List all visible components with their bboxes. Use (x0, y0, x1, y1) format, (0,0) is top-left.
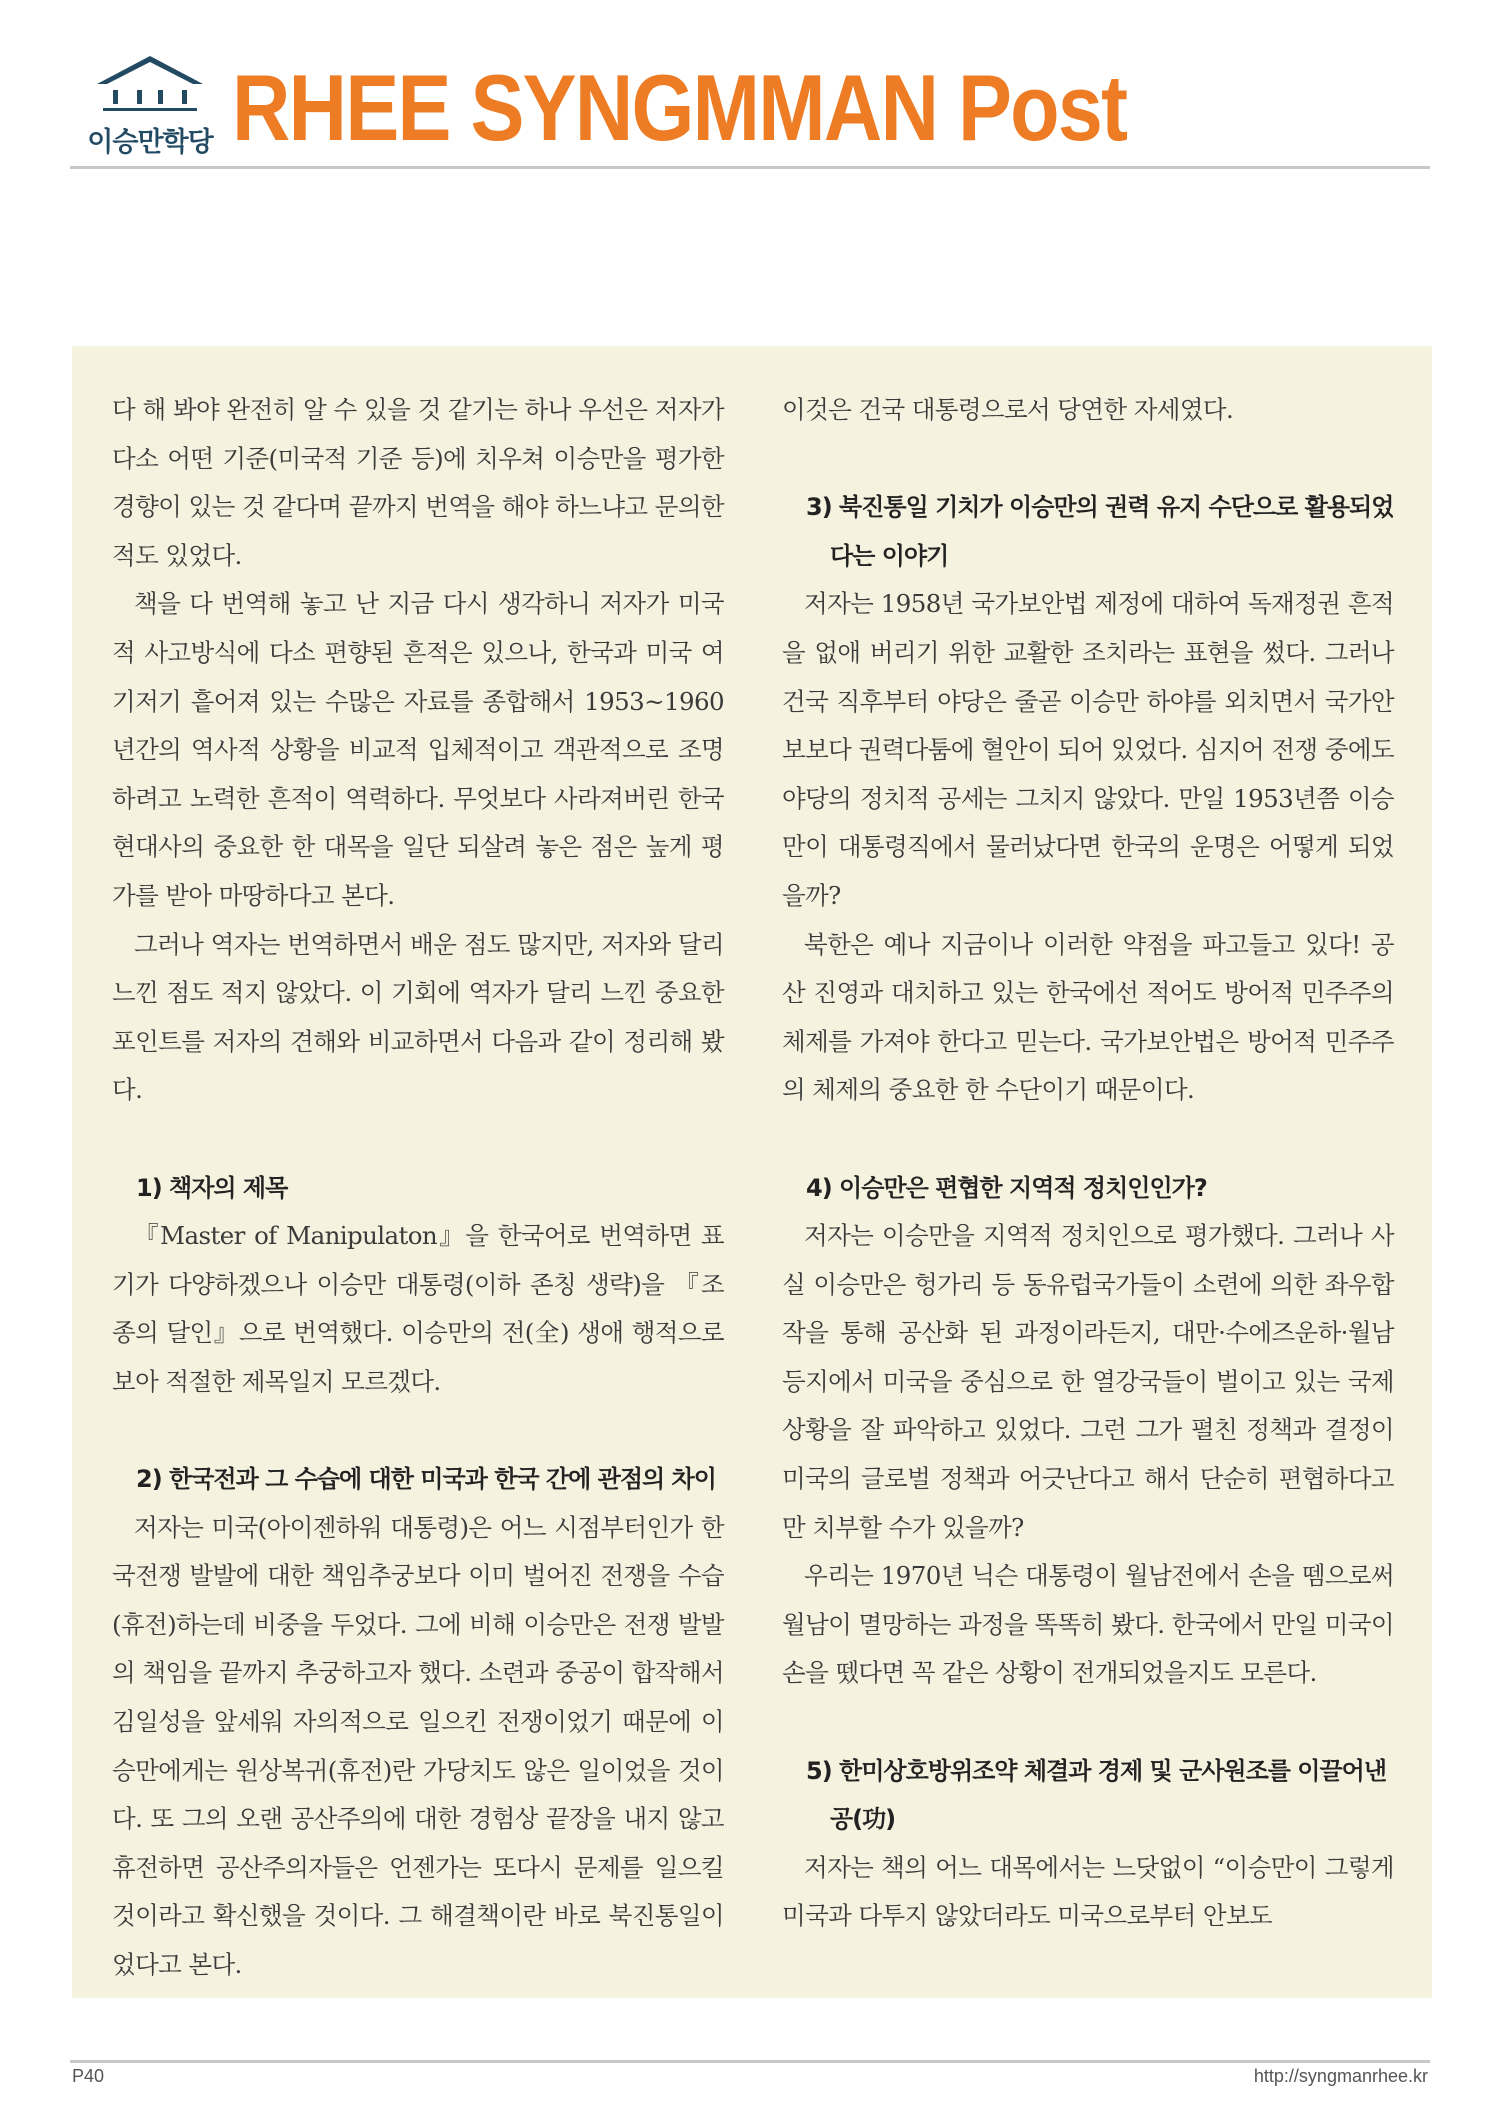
page-header (70, 50, 1430, 170)
logo (70, 50, 230, 160)
paragraph-gap (112, 1115, 724, 1164)
section-heading-text: 1) 책자의 제목 (136, 1173, 288, 1202)
section-heading (782, 483, 1394, 580)
section-heading-continuation: 공(功) (830, 1805, 896, 1834)
paragraph: 저자는 1958년 국가보안법 제정에 대하여 독재정권 흔적을 없애 버리기 위한 교활한 조치라는 표현을 썼다. 그러나 건국 직후부터 야당은 줄곧 이승만 하야를 외치면서 국가안보보다 권력다툼에 혈안이 되어 있었다. 심지어 전쟁 중에도 야당의 정치적 공세는 그치지 않았다. 만일 1953년쯤 이승만이 대통령직에서 물러났다면 한국의 운명은 어떻게 되었을까? (782, 589, 1394, 910)
paragraph: 『Master of Manipulaton』을 한국어로 번역하면 표기가 다양하겠으나 이승만 대통령(이하 존칭 생략)을 『조종의 달인』으로 번역했다. 이승만의 전(全) 생애 행적으로 보아 적절한 제목일지 모르겠다. (112, 1221, 724, 1396)
section-heading (112, 1164, 724, 1213)
paragraph: 저자는 책의 어느 대목에서는 느닷없이 “이승만이 그렇게 미국과 다투지 않았더라도 미국으로부터 안보도 (782, 1852, 1394, 1931)
left-column (112, 386, 724, 1990)
paragraph: 다 해 봐야 완전히 알 수 있을 것 같기는 하나 우선은 저자가 다소 어떤 기준(미국적 기준 등)에 치우쳐 이승만을 평가한 경향이 있는 것 같다며 끝까지 번역을 해야 하느냐고 문의한 적도 있었다. (112, 395, 724, 570)
page-number: P40 (72, 2066, 105, 2086)
paragraph: 저자는 미국(아이젠하워 대통령)은 어느 시점부터인가 한국전쟁 발발에 대한 책임추궁보다 이미 벌어진 전쟁을 수습(휴전)하는데 비중을 두었다. 그에 비해 이승만은 전쟁 발발의 책임을 끝까지 추궁하고자 했다. 소련과 중공이 합작해서 김일성을 앞세워 자의적으로 일으킨 전쟁이었기 때문에 이승만에게는 원상복귀(휴전)란 가당치도 않은 일이었을 것이다. 또 그의 오랜 공산주의에 대한 경험상 끝장을 내지 않고 휴전하면 공산주의자들은 언젠가는 또다시 문제를 일으킬 것이라고 확신했을 것이다. 그 해결책이란 바로 북진통일이었다고 본다. (112, 1512, 724, 1979)
paragraph-gap (782, 435, 1394, 484)
house-logo-icon (85, 50, 215, 120)
header-divider (70, 166, 1430, 169)
section-heading-text: 4) 이승만은 편협한 지역적 정치인인가? (806, 1173, 1207, 1202)
article-box (72, 346, 1432, 1998)
paragraph: 북한은 예나 지금이나 이러한 약점을 파고들고 있다! 공산 진영과 대치하고 있는 한국에선 적어도 방어적 민주주의 체제를 가져야 한다고 믿는다. 국가보안법은 방어적 민주주의 체제의 중요한 한 수단이기 때문이다. (782, 929, 1394, 1105)
paragraph: 책을 다 번역해 놓고 난 지금 다시 생각하니 저자가 미국적 사고방식에 다소 편향된 흔적은 있으나, 한국과 미국 여기저기 흩어져 있는 수많은 자료를 종합해서 1953~1960년간의 역사적 상황을 비교적 입체적이고 객관적으로 조명하려고 노력한 흔적이 역력하다. 무엇보다 사라져버린 한국 현대사의 중요한 한 대목을 일단 되살려 놓은 점은 높게 평가를 받아 마땅하다고 본다. (112, 589, 724, 910)
section-heading-text: 5) 한미상호방위조약 체결과 경제 및 군사원조를 이끌어낸 (806, 1756, 1387, 1785)
section-heading-text: 2) 한국전과 그 수습에 대한 미국과 한국 간에 관점의 차이 (136, 1465, 716, 1494)
right-column (782, 386, 1394, 1941)
paragraph: 저자는 이승만을 지역적 정치인으로 평가했다. 그러나 사실 이승만은 헝가리 등 동유럽국가들이 소련에 의한 좌우합작을 통해 공산화 된 과정이라든지, 대만·수에즈운하·월남 등지에서 미국을 중심으로 한 열강국들이 벌이고 있는 국제상황을 잘 파악하고 있었다. 그런 그가 펼친 정책과 결정이 미국의 글로벌 정책과 어긋난다고 해서 단순히 편협하다고만 치부할 수가 있을까? (782, 1221, 1394, 1542)
footer-divider (70, 2060, 1430, 2063)
paragraph-gap (782, 1115, 1394, 1164)
paragraph: 그러나 역자는 번역하면서 배운 점도 많지만, 저자와 달리 느낀 점도 적지 않았다. 이 기회에 역자가 달리 느낀 중요한 포인트를 저자의 견해와 비교하면서 다음과 같이 정리해 봤다. (112, 929, 724, 1105)
paragraph-gap (112, 1406, 724, 1455)
section-heading-continuation: 다는 이야기 (830, 541, 949, 570)
logo-text: 이승만학당 (87, 127, 213, 158)
paragraph-gap (782, 1698, 1394, 1747)
paragraph: 우리는 1970년 닉슨 대통령이 월남전에서 손을 뗌으로써 월남이 멸망하는 과정을 똑똑히 봤다. 한국에서 만일 미국이 손을 뗐다면 꼭 같은 상황이 전개되었을지도 모른다. (782, 1561, 1394, 1688)
section-heading (782, 1747, 1394, 1844)
section-heading (112, 1455, 724, 1504)
masthead-title: RHEE SYNGMMAN Post (232, 55, 1127, 160)
footer-url: http://syngmanrhee.kr (1253, 2066, 1428, 2086)
section-heading-text: 3) 북진통일 기치가 이승만의 권력 유지 수단으로 활용되었 (806, 493, 1394, 522)
section-heading (782, 1164, 1394, 1213)
paragraph: 이것은 건국 대통령으로서 당연한 자세였다. (782, 395, 1234, 424)
